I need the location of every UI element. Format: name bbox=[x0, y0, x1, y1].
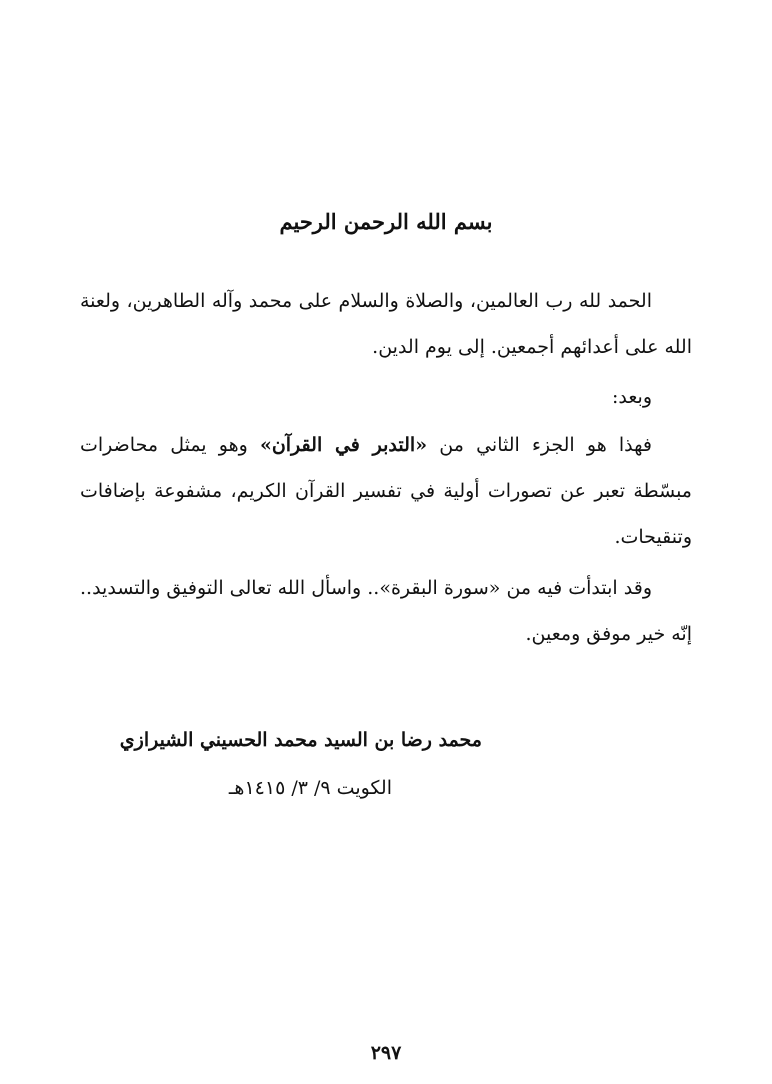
introduction-paragraph bbox=[80, 422, 692, 560]
intro-text-before: فهذا هو الجزء الثاني من bbox=[427, 434, 652, 456]
signature-place-date: الكويت ٩/ ٣/ ١٤١٥هـ bbox=[228, 777, 392, 799]
intro-text-after: وهو يمثل محاضرات مبسّطة تعبر عن تصورات أولية في تفسير القرآن الكريم، مشفوعة بإضافات وتنقيحات. bbox=[80, 434, 692, 548]
author-signature: محمد رضا بن السيد محمد الحسيني الشيرازي bbox=[119, 729, 482, 751]
opening-paragraph: الحمد لله رب العالمين، والصلاة والسلام على محمد وآله الطاهرين، ولعنة الله على أعدائهم أجمعين. إلى يوم الدين. bbox=[80, 290, 692, 358]
book-title: «التدبر في القرآن» bbox=[259, 434, 428, 456]
transition-paragraph: وبعد: bbox=[611, 386, 652, 408]
closing-paragraph: وقد ابتدأت فيه من «سورة البقرة».. واسأل الله تعالى التوفيق والتسديد.. إنّه خير موفق ومعين. bbox=[80, 577, 692, 645]
page-number: ٢٩٧ bbox=[370, 1042, 402, 1064]
basmala-heading: بسم الله الرحمن الرحيم bbox=[279, 209, 493, 234]
